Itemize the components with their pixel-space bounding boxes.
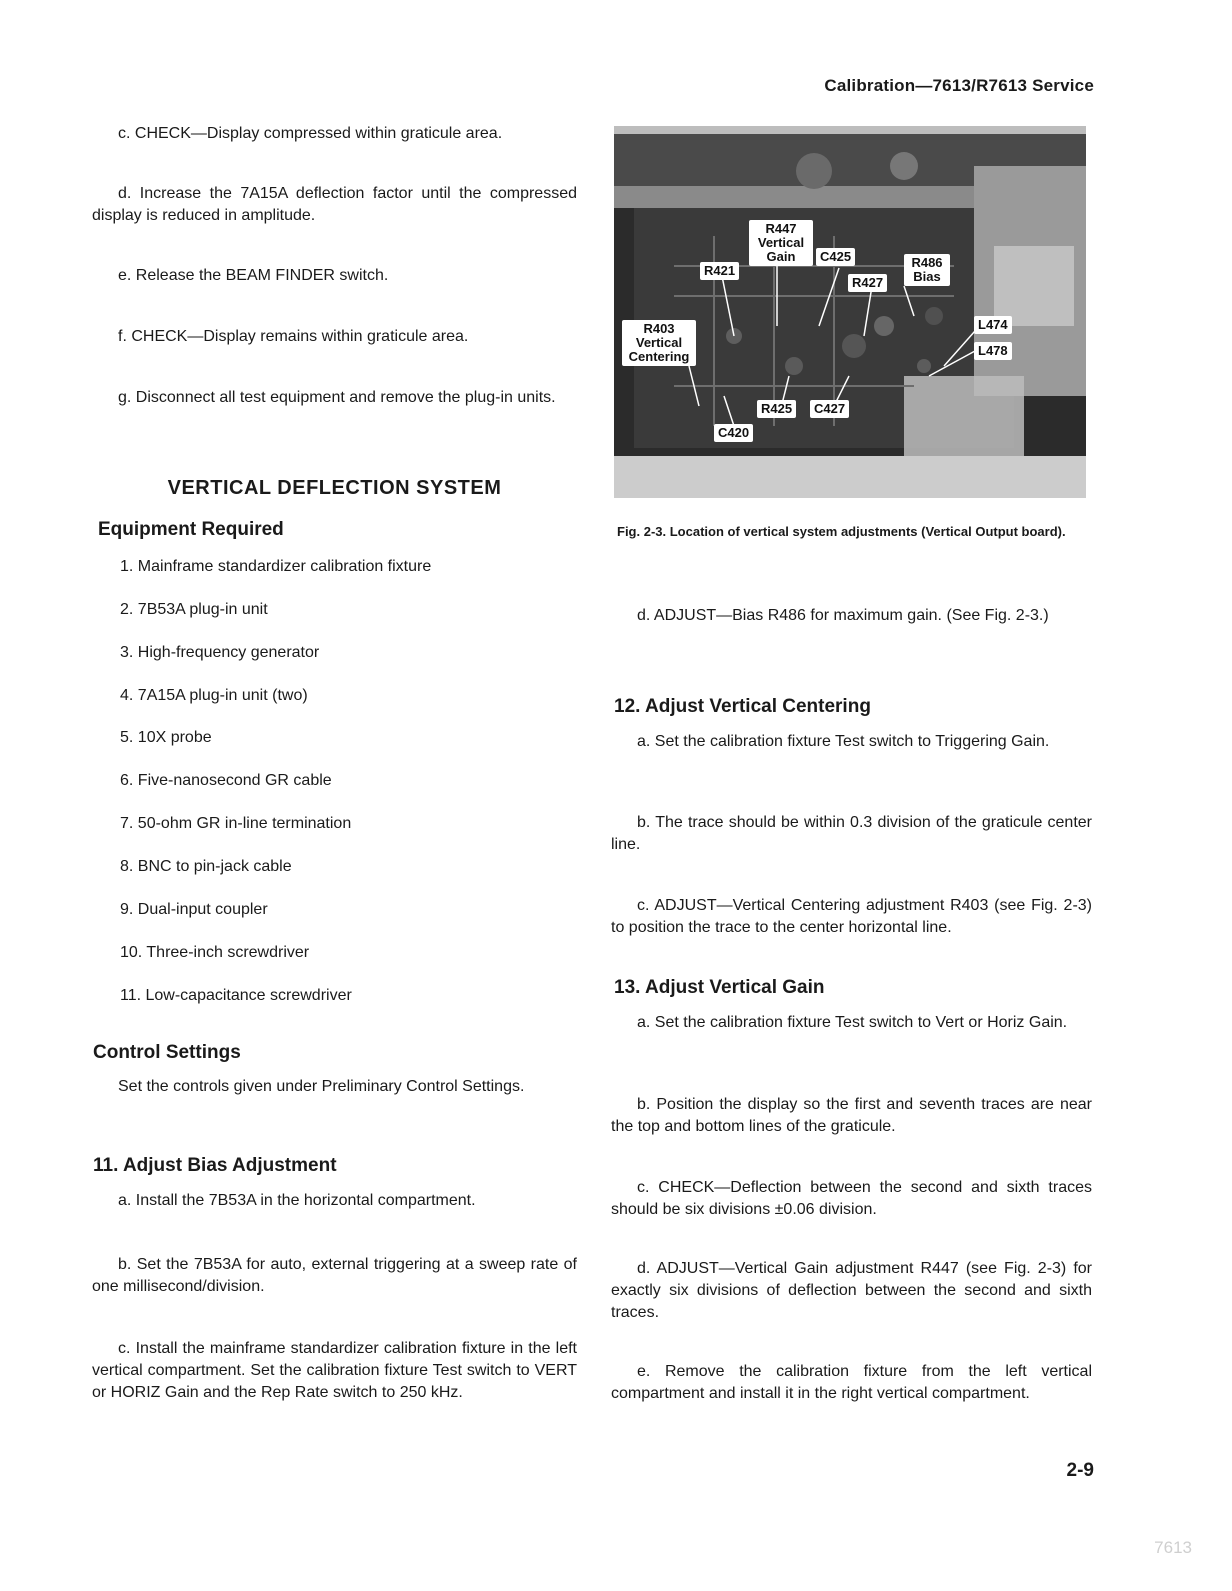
equipment-item: 4. 7A15A plug-in unit (two) [120,687,308,704]
step-13-title: 13. Adjust Vertical Gain [614,977,825,998]
step-13-d: d. ADJUST—Vertical Gain adjustment R447 (see Fig. 2-3) for exactly six divisions of deflection between the second and sixth traces. [611,1260,1092,1321]
equipment-item: 10. Three-inch screwdriver [120,944,310,961]
equipment-item: 6. Five-nanosecond GR cable [120,772,332,789]
beam-step-g: g. Disconnect all test equipment and remove the plug-in units. [118,389,556,406]
label-r486: R486 Bias [904,254,950,286]
beam-step-f: f. CHECK—Display remains within graticule area. [118,328,469,345]
label-c420: C420 [714,424,753,442]
beam-step-c: c. CHECK—Display compressed within graticule area. [118,125,503,142]
running-header: Calibration—7613/R7613 Service [824,76,1094,95]
label-l478: L478 [974,342,1012,360]
step-11-a: a. Install the 7B53A in the horizontal compartment. [118,1192,476,1209]
control-settings-text: Set the controls given under Preliminary Control Settings. [118,1078,525,1095]
watermark: 7613 [1154,1538,1192,1557]
figure-caption: Fig. 2-3. Location of vertical system adjustments (Vertical Output board). [617,524,1066,539]
label-c427: C427 [810,400,849,418]
equipment-item: 9. Dual-input coupler [120,901,268,918]
equipment-item: 1. Mainframe standardizer calibration fixture [120,558,432,575]
step-13-a: a. Set the calibration fixture Test switch to Vert or Horiz Gain. [637,1014,1068,1031]
control-settings-title: Control Settings [93,1042,241,1063]
equipment-item: 3. High-frequency generator [120,644,320,661]
equipment-item: 7. 50-ohm GR in-line termination [120,815,352,832]
step-12-a: a. Set the calibration fixture Test switch to Triggering Gain. [637,733,1050,750]
step-11-b: b. Set the 7B53A for auto, external triggering at a sweep rate of one millisecond/division. [92,1256,577,1295]
step-12-c: c. ADJUST—Vertical Centering adjustment R403 (see Fig. 2-3) to position the trace to the center horizontal line. [611,897,1092,936]
label-r447: R447 Vertical Gain [749,220,813,266]
beam-step-e: e. Release the BEAM FINDER switch. [118,267,389,284]
section-title: VERTICAL DEFLECTION SYSTEM [167,477,502,499]
step-13-b: b. Position the display so the first and seventh traces are near the top and bottom lines of the graticule. [611,1096,1092,1135]
equipment-item: 2. 7B53A plug-in unit [120,601,268,618]
equipment-item: 11. Low-capacitance screwdriver [120,987,352,1004]
step-12-title: 12. Adjust Vertical Centering [614,696,871,717]
step-11-c: c. Install the mainframe standardizer calibration fixture in the left vertical compartment. Set the calibration fixture Test switch to VERT or HORIZ Gain and the Rep Rate switch to 250 kHz. [92,1340,577,1401]
step-13-e: e. Remove the calibration fixture from the left vertical compartment and install it in the right vertical compartment. [611,1363,1092,1402]
page-number: 2-9 [1066,1460,1094,1481]
label-r421: R421 [700,262,739,280]
label-r403: R403 Vertical Centering [622,320,696,366]
beam-step-d: d. Increase the 7A15A deflection factor until the compressed display is reduced in amplitude. [92,185,577,224]
equipment-item: 8. BNC to pin-jack cable [120,858,292,875]
equipment-title: Equipment Required [98,519,284,540]
circuit-board-illustration [614,126,1086,498]
step-13-c: c. CHECK—Deflection between the second and sixth traces should be six divisions ±0.06 division. [611,1179,1092,1218]
label-l474: L474 [974,316,1012,334]
label-r427: R427 [848,274,887,292]
step-11-title: 11. Adjust Bias Adjustment [93,1155,337,1176]
label-r425: R425 [757,400,796,418]
board-photo [614,126,1086,498]
label-c425: C425 [816,248,855,266]
step-12-b: b. The trace should be within 0.3 division of the graticule center line. [611,814,1092,853]
equipment-item: 5. 10X probe [120,729,212,746]
step-11-d: d. ADJUST—Bias R486 for maximum gain. (See Fig. 2-3.) [637,607,1049,624]
